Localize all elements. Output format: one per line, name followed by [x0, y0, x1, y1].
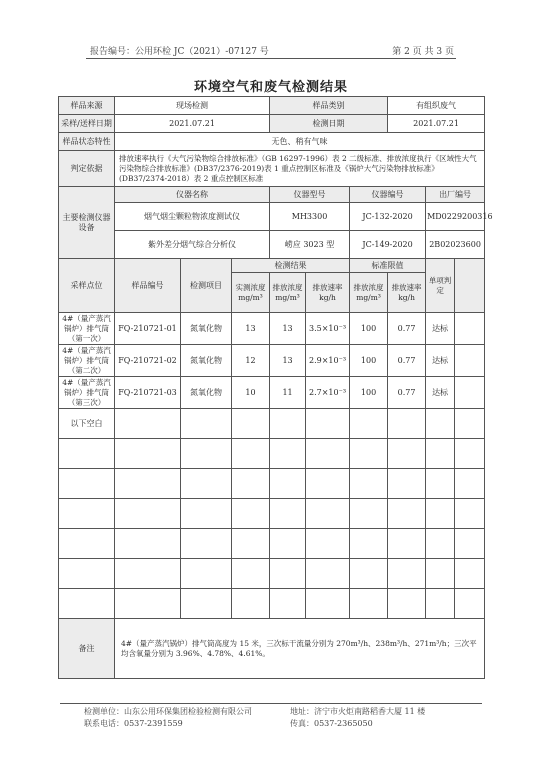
- equipment-cell: JC-132-2020: [350, 203, 426, 231]
- footer-divider: [60, 703, 482, 704]
- empty-cell: [115, 529, 181, 559]
- sampling-point: 4#（量产蒸汽锅炉）排气筒（第三次）: [59, 377, 115, 409]
- table-row: [59, 499, 485, 529]
- report-number: 报告编号：公用环检 JC（2021）-07127 号: [90, 47, 269, 57]
- measured-value: 12: [232, 345, 270, 377]
- sample-category-label: 样品类别: [270, 97, 388, 115]
- empty-cell: [455, 439, 485, 469]
- limit-rate: 0.77: [388, 377, 426, 409]
- col-test-item: 检测项目: [181, 259, 232, 313]
- empty-cell: [426, 559, 455, 589]
- empty-cell: [350, 589, 388, 619]
- empty-cell: [455, 409, 485, 439]
- empty-cell: [115, 409, 181, 439]
- empty-cell: [59, 469, 115, 499]
- empty-cell: [388, 409, 426, 439]
- table-row: [59, 439, 485, 469]
- empty-cell: [232, 409, 270, 439]
- spacer-cell: [455, 345, 485, 377]
- equipment-cell: 崂应 3023 型: [270, 231, 350, 259]
- sample-number: FQ-210721-03: [115, 377, 181, 409]
- sample-source-value: 现场检测: [115, 97, 270, 115]
- empty-cell: [59, 439, 115, 469]
- sampling-point: 4#（量产蒸汽锅炉）排气筒（第一次）: [59, 313, 115, 345]
- test-date-label: 检测日期: [270, 115, 388, 133]
- empty-cell: [350, 499, 388, 529]
- empty-cell: [388, 469, 426, 499]
- judgement: 达标: [426, 345, 455, 377]
- equipment-cell: 2B02023600: [426, 231, 485, 259]
- contact-phone: 联系电话：0537-2391559: [84, 719, 183, 728]
- equipment-header-name: 仪器名称: [115, 187, 270, 203]
- sample-number: FQ-210721-02: [115, 345, 181, 377]
- empty-cell: [232, 589, 270, 619]
- empty-cell: [232, 469, 270, 499]
- empty-cell: [350, 529, 388, 559]
- empty-cell: [306, 559, 350, 589]
- table-row: [59, 377, 485, 409]
- sample-state-value: 无色、稍有气味: [115, 133, 485, 151]
- emission-rate: 2.9×10⁻³: [306, 345, 350, 377]
- fax-number: 传真：0537-2365050: [290, 719, 373, 728]
- equipment-cell: MD0229200316: [426, 203, 485, 231]
- basis-value: 排放速率执行《大气污染物综合排放标准》（GB 16297-1996）表 2 二级标准、排放浓度执行《区域性大气污染物综合排放标准》(DB37/2376-2019)表 1 重点控制区标准及《锅炉大气污染物排放标准》(DB37/2374-2018）表 2 重点控制区标准: [115, 151, 485, 187]
- emission-concentration: 13: [270, 345, 306, 377]
- results-table: [58, 96, 493, 679]
- emission-concentration: 13: [270, 313, 306, 345]
- empty-cell: [455, 589, 485, 619]
- table-row: [59, 559, 485, 589]
- test-item: 氮氧化物: [181, 345, 232, 377]
- col-limit-rate: 排放速率kg/h: [388, 273, 426, 313]
- empty-cell: [350, 559, 388, 589]
- empty-cell: [232, 559, 270, 589]
- measured-value: 10: [232, 377, 270, 409]
- empty-cell: [270, 589, 306, 619]
- col-single-judgement: 单项判定: [426, 259, 455, 313]
- basis-label: 判定依据: [59, 151, 115, 187]
- spacer-cell: [455, 259, 485, 313]
- empty-cell: [59, 529, 115, 559]
- empty-cell: [455, 529, 485, 559]
- test-item: 氮氧化物: [181, 313, 232, 345]
- testing-unit: 检测单位：山东公用环保集团检验检测有限公司: [84, 707, 252, 716]
- empty-cell: [306, 439, 350, 469]
- empty-cell: [181, 589, 232, 619]
- empty-cell: [455, 559, 485, 589]
- empty-cell: [115, 469, 181, 499]
- group-test-results: 检测结果: [232, 259, 350, 273]
- equipment-cell: JC-149-2020: [350, 231, 426, 259]
- empty-cell: [388, 439, 426, 469]
- empty-cell: [350, 439, 388, 469]
- empty-cell: [181, 499, 232, 529]
- sample-category-value: 有组织废气: [388, 97, 485, 115]
- sample-source-label: 样品来源: [59, 97, 115, 115]
- test-date-value: 2021.07.21: [388, 115, 485, 133]
- empty-cell: [426, 469, 455, 499]
- limit-rate: 0.77: [388, 313, 426, 345]
- empty-cell: [306, 469, 350, 499]
- empty-cell: [455, 469, 485, 499]
- empty-cell: [350, 469, 388, 499]
- col-emission-concentration: 排放浓度mg/m³: [270, 273, 306, 313]
- remarks-text: 4#（量产蒸汽锅炉）排气筒高度为 15 米，三次标干流量分别为 270m³/h、238m³/h、271m³/h；三次平均含氧量分别为 3.96%、4.78%、4.61%。: [115, 619, 485, 679]
- empty-cell: [270, 559, 306, 589]
- spacer-cell: [455, 313, 485, 345]
- table-row: [59, 409, 485, 439]
- empty-cell: [388, 559, 426, 589]
- col-measured-concentration: 实测浓度mg/m³: [232, 273, 270, 313]
- sample-state-label: 样品状态特性: [59, 133, 115, 151]
- empty-cell: [388, 529, 426, 559]
- equipment-label: 主要检测仪器设备: [59, 187, 115, 259]
- empty-cell: [426, 409, 455, 439]
- limit-concentration: 100: [350, 377, 388, 409]
- blank-marker: 以下空白: [59, 409, 115, 439]
- page-number: 第 2 页 共 3 页: [392, 47, 454, 57]
- empty-cell: [426, 589, 455, 619]
- emission-rate: 3.5×10⁻³: [306, 313, 350, 345]
- empty-cell: [181, 469, 232, 499]
- table-row: [59, 313, 485, 345]
- col-emission-rate: 排放速率kg/h: [306, 273, 350, 313]
- empty-cell: [115, 499, 181, 529]
- empty-cell: [115, 439, 181, 469]
- limit-concentration: 100: [350, 313, 388, 345]
- table-row: [59, 529, 485, 559]
- limit-rate: 0.77: [388, 345, 426, 377]
- limit-concentration: 100: [350, 345, 388, 377]
- col-sampling-point: 采样点位: [59, 259, 115, 313]
- table-row: [59, 469, 485, 499]
- empty-cell: [181, 529, 232, 559]
- empty-cell: [232, 499, 270, 529]
- empty-cell: [232, 529, 270, 559]
- judgement: 达标: [426, 313, 455, 345]
- equipment-header-model: 仪器型号: [270, 187, 350, 203]
- empty-cell: [270, 409, 306, 439]
- address: 地址：济宁市火炬南路稻香大厦 11 楼: [290, 707, 426, 716]
- empty-cell: [115, 559, 181, 589]
- equipment-cell: MH3300: [270, 203, 350, 231]
- empty-cell: [181, 409, 232, 439]
- empty-cell: [350, 409, 388, 439]
- empty-cell: [181, 559, 232, 589]
- empty-cell: [388, 589, 426, 619]
- page-title: 环境空气和废气检测结果: [193, 80, 348, 95]
- empty-cell: [270, 469, 306, 499]
- empty-cell: [306, 529, 350, 559]
- empty-cell: [426, 439, 455, 469]
- empty-cell: [270, 499, 306, 529]
- spacer-cell: [455, 377, 485, 409]
- empty-cell: [426, 499, 455, 529]
- judgement: 达标: [426, 377, 455, 409]
- sample-number: FQ-210721-01: [115, 313, 181, 345]
- empty-cell: [232, 439, 270, 469]
- empty-cell: [306, 589, 350, 619]
- empty-cell: [306, 499, 350, 529]
- emission-concentration: 11: [270, 377, 306, 409]
- empty-cell: [59, 499, 115, 529]
- table-row: [59, 345, 485, 377]
- empty-cell: [426, 529, 455, 559]
- empty-cell: [59, 559, 115, 589]
- sample-date-value: 2021.07.21: [115, 115, 270, 133]
- sample-date-label: 采样/送样日期: [59, 115, 115, 133]
- group-standard-limits: 标准限值: [350, 259, 426, 273]
- empty-cell: [388, 499, 426, 529]
- empty-cell: [270, 529, 306, 559]
- measured-value: 13: [232, 313, 270, 345]
- equipment-header-number: 仪器编号: [350, 187, 426, 203]
- empty-cell: [181, 439, 232, 469]
- empty-cell: [306, 409, 350, 439]
- empty-cell: [455, 499, 485, 529]
- empty-cell: [270, 439, 306, 469]
- empty-cell: [59, 589, 115, 619]
- equipment-cell: 紫外差分烟气综合分析仪: [115, 231, 270, 259]
- remarks-label: 备注: [59, 619, 115, 679]
- col-sample-number: 样品编号: [115, 259, 181, 313]
- col-limit-concentration: 排放浓度mg/m³: [350, 273, 388, 313]
- table-row: [59, 589, 485, 619]
- empty-cell: [115, 589, 181, 619]
- header-divider: [86, 58, 456, 59]
- sampling-point: 4#（量产蒸汽锅炉）排气筒（第二次）: [59, 345, 115, 377]
- equipment-cell: 烟气烟尘颗粒物浓度测试仪: [115, 203, 270, 231]
- equipment-header-serial: 出厂编号: [426, 187, 485, 203]
- emission-rate: 2.7×10⁻³: [306, 377, 350, 409]
- test-item: 氮氧化物: [181, 377, 232, 409]
